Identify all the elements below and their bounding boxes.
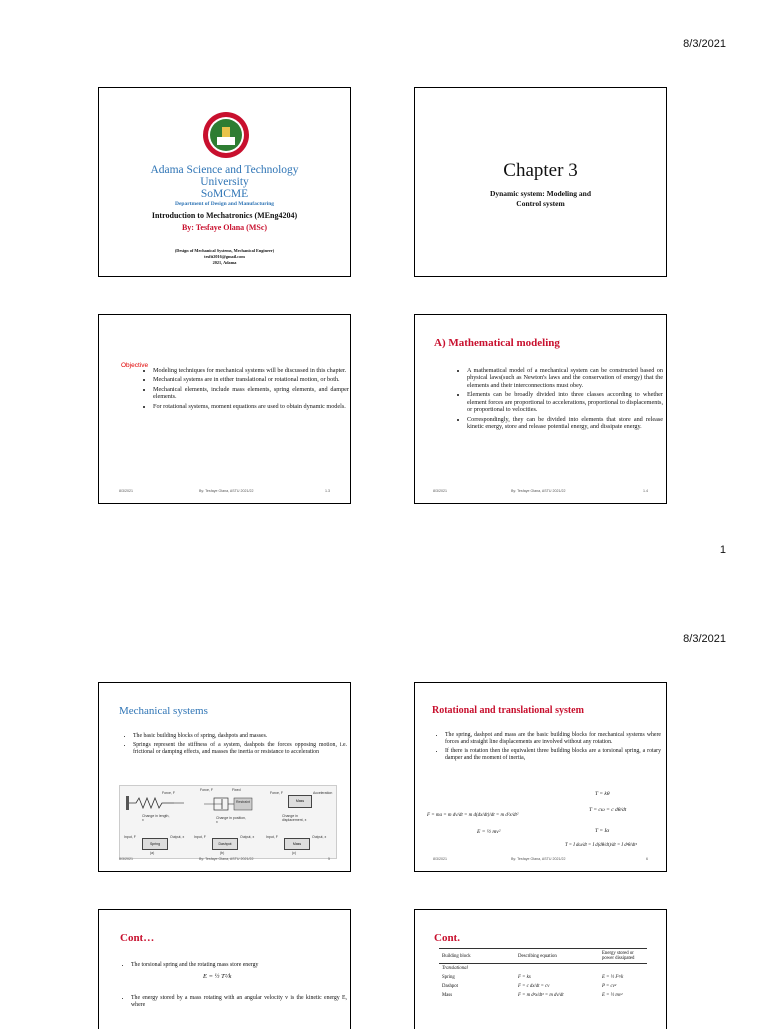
- list-item: • The basic building blocks of spring, dashpots and masses.: [133, 733, 347, 740]
- affiliation: (Design of Mechanical Systems, Mechanical Engineer): [174, 248, 275, 253]
- footer-date: 8/3/2021: [433, 489, 447, 493]
- cell-block: Mass: [442, 993, 453, 998]
- mass-block: Mass: [288, 795, 312, 808]
- list-item: • Mechanical systems are in either translational or rotational motion, or both.: [153, 376, 349, 383]
- author-name: By: Tesfaye Olana (MSc): [181, 223, 268, 232]
- chapter-subtitle: [415, 189, 666, 209]
- input-label-b: Input, F: [194, 835, 206, 839]
- university-line2: University: [200, 176, 249, 188]
- footer-date: 8/3/2021: [119, 857, 133, 861]
- cont-list: [119, 962, 347, 971]
- building-block-table: [439, 948, 647, 1000]
- place-year: 2021, Adama: [212, 260, 237, 265]
- list-item: • The torsional spring and the rotating mass store energy: [131, 962, 347, 969]
- equation-torque-inertia-long: T = I dω/dt = I d(dθ/dt)/dt = I d²θ/dt²: [565, 843, 637, 848]
- equation-spring-energy: E = ½ T²/k: [203, 973, 232, 980]
- course-title: Introduction to Mechatronics (MEng4204): [151, 211, 298, 220]
- cell-block: Dashpot: [442, 984, 458, 989]
- section-translational: Translational: [442, 966, 468, 971]
- list-item: • If there is rotation then the equivalent three building blocks are a torsional spring, a rotary damper and the moment of inertia,: [445, 748, 661, 762]
- slide-title: Rotational and translational system: [432, 705, 584, 716]
- cell-energy: P = cv²: [602, 984, 617, 989]
- cell-block: Spring: [442, 975, 455, 980]
- slide-footer: [415, 489, 666, 497]
- equation-force-mass: F = ma = m dv/dt = m d(dx/dt)/dt = m d²x/dt²: [427, 813, 519, 818]
- input-label-c: Input, F: [266, 835, 278, 839]
- dashpot-block: Dashpot: [212, 838, 238, 850]
- equation-torque-inertia: T = Iα: [595, 828, 610, 834]
- objective-list: [141, 367, 349, 412]
- slide-mathematical-modeling: [414, 314, 667, 504]
- slide-title: Mechanical systems: [119, 705, 208, 717]
- chapter-title: Chapter 3: [503, 160, 578, 181]
- slide-footer: [99, 857, 350, 865]
- footer-author: By: Tesfaye Olana, ASTU 2021/22: [511, 489, 566, 493]
- footer-page: 6: [646, 857, 648, 861]
- header-building-block: Building block: [439, 949, 515, 964]
- table-row: [439, 991, 647, 1000]
- restraint-label: Restraint: [236, 800, 251, 804]
- header-describing-equation: Describing equation: [515, 949, 599, 964]
- slide-chapter: [414, 87, 667, 277]
- list-item: • For rotational systems, moment equations are used to obtain dynamic models.: [153, 403, 349, 410]
- input-label-a: Input, F: [124, 835, 136, 839]
- force-label-b: Force, F: [200, 788, 214, 792]
- slide-cont-table: [414, 909, 667, 1029]
- change-displacement-label: Change in displacement, x: [282, 814, 307, 822]
- footer-date: 8/3/2021: [433, 857, 447, 861]
- author-info: [99, 248, 350, 266]
- list-item: • The spring, dashpot and mass are the basic building blocks for mechanical systems where forces and straight line displacements are involved without any rotation.: [445, 732, 661, 746]
- list-item: • Elements can be broadly divided into three classes according to whether element forces are proportional to accelerations, proportional to displacements, or proportional to velocities.: [467, 391, 663, 413]
- table-row: [439, 982, 647, 991]
- slide-mechanical-systems: [98, 682, 351, 872]
- equation-torque-spring: T = kθ: [595, 791, 610, 797]
- email: tesfit2016@gmail.com: [204, 254, 245, 259]
- university-logo: [202, 111, 250, 159]
- caption-a: (a): [150, 851, 155, 855]
- university-name: [99, 164, 350, 200]
- slide-footer: [99, 489, 350, 497]
- cell-equation: F = kx: [518, 975, 531, 980]
- objective-heading: Objective: [121, 362, 149, 369]
- cell-equation: F = c dx/dt = cv: [518, 984, 550, 989]
- department-name: Department of Design and Manufacturing: [175, 201, 274, 207]
- subtitle-line2: Control system: [516, 199, 565, 208]
- list-item: • Modeling techniques for mechanical systems will be discussed in this chapter.: [153, 367, 349, 374]
- equation-energy-mass: E = ½ mv²: [477, 829, 501, 835]
- footer-author: By: Tesfaye Olana, ASTU 2021/22: [199, 857, 254, 861]
- change-length-label: Change in length, x: [142, 814, 170, 822]
- table-section-row: [439, 964, 647, 974]
- list-item: • Mechanical elements, include mass elements, spring elements, and damper elements.: [153, 386, 349, 401]
- list-item: • Springs represent the stiffness of a system, dashpots the forces opposing motion, i.e. frictional or damping effects, and masses the inertia or resistance to acceleration: [133, 742, 347, 756]
- list-item: • A mathematical model of a mechanical system can be constructed based on physical laws(such as Newton's laws and the conservation of energy) that the elements and their interconnections must obey.: [467, 367, 663, 389]
- dashpot-diagram: [204, 795, 254, 813]
- footer-page: 1.3: [325, 489, 330, 493]
- caption-b: (b): [220, 851, 225, 855]
- footer-date: 8/3/2021: [119, 489, 133, 493]
- acceleration-label: Acceleration: [313, 791, 333, 795]
- change-position-label: Change in position, x: [216, 816, 246, 824]
- rotational-list: [433, 732, 661, 764]
- output-label-b: Output, x: [240, 835, 255, 839]
- slide-title: Cont…: [120, 932, 155, 944]
- equation-torque-damper: T = cω = c dθ/dt: [589, 807, 627, 813]
- slide-objective: [98, 314, 351, 504]
- fixed-label: Fixed: [232, 788, 241, 792]
- page-date: 8/3/2021: [683, 633, 726, 645]
- mass-block-diagram: Mass: [284, 838, 310, 850]
- list-item: • The energy stored by a mass rotating with an angular velocity v is the kinetic energy E, where: [131, 995, 347, 1009]
- list-item: • Correspondingly, they can be divided into elements that store and release kinetic energy, store and release potential energy, and dissipate energy.: [467, 416, 663, 431]
- slide-footer: [415, 857, 666, 865]
- force-label-c: Force, F: [270, 791, 284, 795]
- university-line1: Adama Science and Technology: [150, 164, 299, 176]
- caption-c: (c): [292, 851, 297, 855]
- slide-title: A) Mathematical modeling: [434, 337, 560, 349]
- cell-energy: E = ½ F²/k: [602, 975, 624, 980]
- output-label-c: Output, x: [312, 835, 327, 839]
- page-number: 1: [719, 544, 726, 556]
- school-name: SoMCME: [200, 188, 249, 200]
- slide-title: [98, 87, 351, 277]
- output-label-a: Output, x: [170, 835, 185, 839]
- slide-cont-energy: [98, 909, 351, 1029]
- spring-block: Spring: [142, 838, 168, 850]
- footer-author: By: Tesfaye Olana, ASTU 2021/22: [199, 489, 254, 493]
- subtitle-line1: Dynamic system: Modeling and: [489, 189, 592, 198]
- footer-author: By: Tesfaye Olana, ASTU 2021/22: [511, 857, 566, 861]
- table-row: [439, 973, 647, 982]
- header-energy: Energy stored or power dissipated: [599, 949, 647, 964]
- slide-title: Cont.: [434, 932, 460, 944]
- footer-page: 1.4: [643, 489, 648, 493]
- cell-equation: F = m d²x/dt² = m dv/dt: [518, 993, 564, 998]
- footer-page: 5: [328, 857, 330, 861]
- cont-list-2: [119, 995, 347, 1011]
- cell-energy: E = ½ mv²: [602, 993, 623, 998]
- slide-rotational-translational: [414, 682, 667, 872]
- page-date: 8/3/2021: [683, 38, 726, 50]
- mechanical-list: [121, 733, 347, 758]
- table-header-row: [439, 949, 647, 964]
- modeling-list: [455, 367, 663, 433]
- force-label-a: Force, F: [162, 791, 176, 795]
- spring-diagram: [126, 796, 186, 810]
- building-blocks-figure: [119, 785, 337, 859]
